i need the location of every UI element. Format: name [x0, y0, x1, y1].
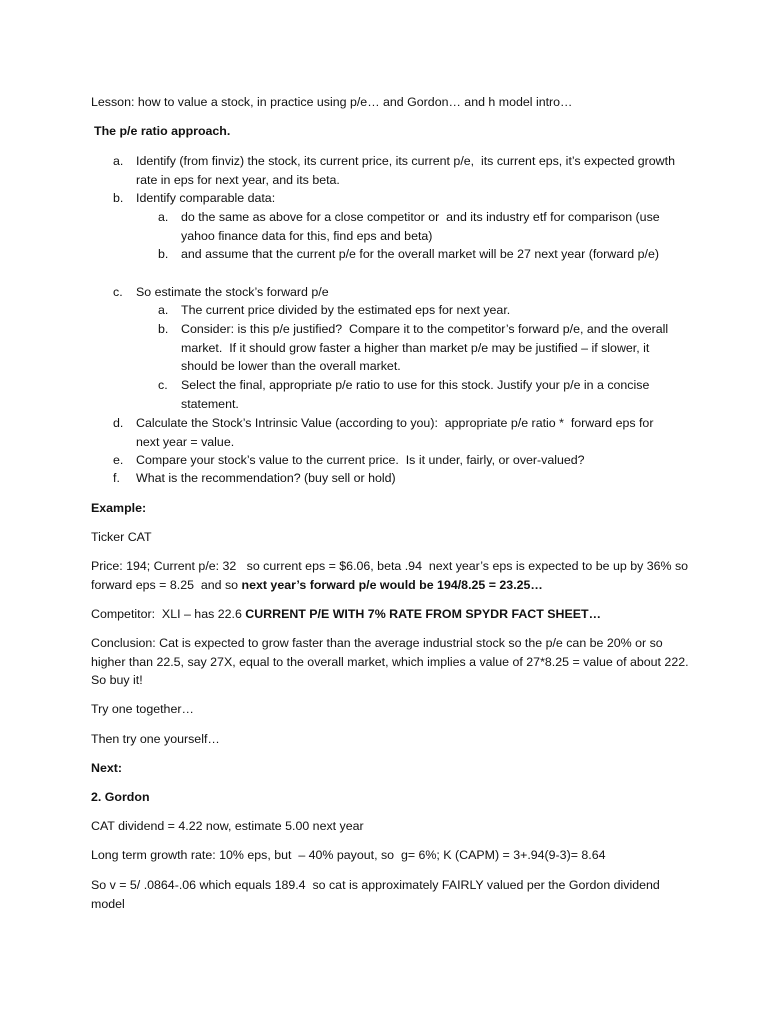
- substep-text: do the same as above for a close competitor or and its industry etf for comparison (use yahoo finance data for this, find eps and beta): [181, 210, 664, 243]
- competitor-highlight: CURRENT P/E WITH 7% RATE FROM SPYDR FACT SHEET…: [245, 607, 601, 621]
- price-paragraph: [91, 557, 691, 594]
- step-text: So estimate the stock’s forward p/e: [136, 285, 329, 299]
- step-marker: d.: [113, 416, 124, 430]
- substep-marker: a.: [158, 303, 169, 317]
- gordon-heading: 2. Gordon: [91, 790, 150, 804]
- forward-pe-text: next year’s forward p/e would be 194/8.25 = 23.25…: [241, 577, 543, 592]
- substep-text: Consider: is this p/e justified? Compare it to the competitor’s forward p/e, and the overall market. If it should grow faster a higher than market p/e may be justified – if slower, it should be lower than the overall market.: [181, 322, 672, 374]
- valuation-paragraph: So v = 5/ .0864-.06 which equals 189.4 so cat is approximately FAIRLY valued per the Gordon dividend model: [91, 878, 664, 911]
- step-marker: f.: [113, 471, 120, 485]
- substep-marker: b.: [158, 247, 169, 261]
- step-text: Identify comparable data:: [136, 191, 276, 205]
- step-marker: e.: [113, 453, 124, 467]
- substep-marker: b.: [158, 322, 169, 336]
- competitor-text: Competitor: XLI – has 22.6: [91, 607, 246, 621]
- step-text: Calculate the Stock’s Intrinsic Value (according to you): appropriate p/e ratio * forward eps for next year = value.: [136, 416, 657, 449]
- section-heading: The p/e ratio approach.: [94, 124, 231, 138]
- conclusion-paragraph: Conclusion: Cat is expected to grow faster than the average industrial stock so the p/e can be 20% or so higher than 22.5, say 27X, equal to the overall market, which implies a value of 27*8.25 = value of about 222. So buy it!: [91, 636, 692, 688]
- substep-text: The current price divided by the estimated eps for next year.: [181, 303, 511, 317]
- step-text: Compare your stock’s value to the current price. Is it under, fairly, or over-valued?: [136, 453, 585, 467]
- lesson-title: Lesson: how to value a stock, in practice using p/e… and Gordon… and h model intro…: [91, 95, 573, 109]
- example-label: Example:: [91, 501, 147, 515]
- ticker-line: Ticker CAT: [91, 530, 152, 544]
- step-text: Identify (from finviz) the stock, its current price, its current p/e, its current eps, it’s expected growth rate in eps for next year, and its beta.: [136, 154, 679, 187]
- next-label: Next:: [91, 761, 122, 775]
- try-together-line: Try one together…: [91, 702, 194, 716]
- growth-rate-line: Long term growth rate: 10% eps, but – 40% payout, so g= 6%; K (CAPM) = 3+.94(9-3)= 8.64: [91, 848, 606, 862]
- step-text: What is the recommendation? (buy sell or hold): [136, 471, 396, 485]
- competitor-paragraph: [91, 605, 691, 624]
- step-marker: b.: [113, 191, 124, 205]
- step-marker: c.: [113, 285, 123, 299]
- cat-dividend-line: CAT dividend = 4.22 now, estimate 5.00 next year: [91, 819, 364, 833]
- substep-text: Select the final, appropriate p/e ratio to use for this stock. Justify your p/e in a concise statement.: [181, 378, 653, 411]
- substep-text: and assume that the current p/e for the overall market will be 27 next year (forward p/e): [181, 247, 659, 261]
- try-yourself-line: Then try one yourself…: [91, 732, 220, 746]
- step-marker: a.: [113, 154, 124, 168]
- substep-marker: c.: [158, 378, 168, 392]
- substep-marker: a.: [158, 210, 169, 224]
- price-text: Price: 194; Current p/e: 32 so current eps = $6.06, beta .94 next year’s eps is expected to be up by 36% so forward eps = 8.25 and so: [91, 559, 692, 592]
